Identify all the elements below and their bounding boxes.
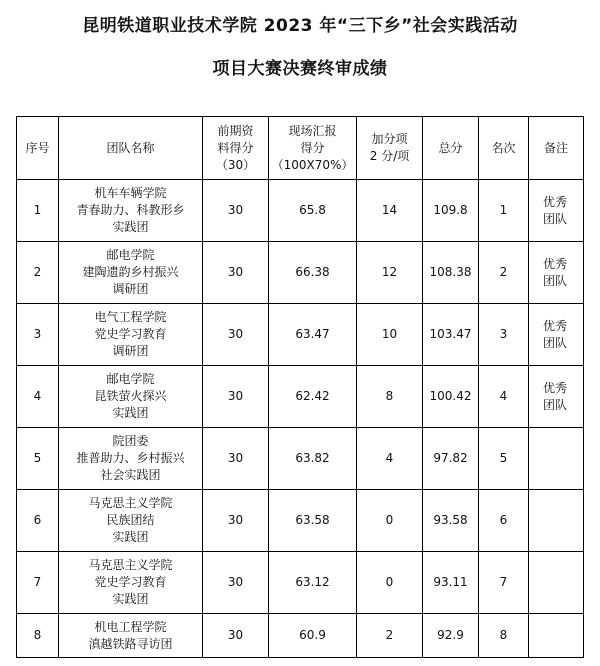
cell-total: 108.38 — [423, 242, 479, 304]
table-row — [17, 614, 584, 658]
cell-pre-score: 30 — [203, 614, 269, 658]
document-title-line-2: 项目大赛决赛终审成绩 — [212, 59, 388, 79]
cell-rank: 8 — [479, 614, 529, 658]
cell-team: 马克思主义学院 党史学习教育 实践团 — [59, 552, 203, 614]
cell-total: 93.11 — [423, 552, 479, 614]
table-row — [17, 490, 584, 552]
table-row — [17, 366, 584, 428]
cell-no: 1 — [17, 180, 59, 242]
cell-pre-score: 30 — [203, 180, 269, 242]
cell-pre-score: 30 — [203, 428, 269, 490]
cell-rank: 3 — [479, 304, 529, 366]
cell-rank: 5 — [479, 428, 529, 490]
cell-no: 4 — [17, 366, 59, 428]
cell-bonus: 0 — [357, 490, 423, 552]
cell-no: 5 — [17, 428, 59, 490]
header-total: 总分 — [423, 117, 479, 180]
cell-rank: 4 — [479, 366, 529, 428]
header-note: 备注 — [529, 117, 584, 180]
cell-onsite-score: 65.8 — [269, 180, 357, 242]
cell-no: 8 — [17, 614, 59, 658]
cell-bonus: 0 — [357, 552, 423, 614]
cell-team: 院团委 推普助力、乡村振兴 社会实践团 — [59, 428, 203, 490]
cell-bonus: 14 — [357, 180, 423, 242]
table-row — [17, 428, 584, 490]
header-pre-score: 前期资 料得分 （30） — [203, 117, 269, 180]
cell-rank: 6 — [479, 490, 529, 552]
cell-total: 93.58 — [423, 490, 479, 552]
cell-bonus: 4 — [357, 428, 423, 490]
cell-rank: 1 — [479, 180, 529, 242]
cell-onsite-score: 62.42 — [269, 366, 357, 428]
document-title-line-1: 昆明铁道职业技术学院 2023 年“三下乡”社会实践活动 — [82, 16, 518, 36]
header-team: 团队名称 — [59, 117, 203, 180]
cell-team: 电气工程学院 党史学习教育 调研团 — [59, 304, 203, 366]
cell-pre-score: 30 — [203, 304, 269, 366]
table-row — [17, 552, 584, 614]
header-onsite-score: 现场汇报 得分 （100X70%） — [269, 117, 357, 180]
cell-onsite-score: 63.58 — [269, 490, 357, 552]
cell-note — [529, 614, 584, 658]
cell-team: 机电工程学院 滇越铁路寻访团 — [59, 614, 203, 658]
table-header-row — [17, 117, 584, 180]
cell-note — [529, 428, 584, 490]
header-bonus: 加分项 2 分/项 — [357, 117, 423, 180]
cell-onsite-score: 63.47 — [269, 304, 357, 366]
cell-total: 109.8 — [423, 180, 479, 242]
cell-no: 3 — [17, 304, 59, 366]
cell-team: 邮电学院 建陶遗韵乡村振兴 调研团 — [59, 242, 203, 304]
cell-note — [529, 552, 584, 614]
cell-total: 92.9 — [423, 614, 479, 658]
cell-onsite-score: 63.12 — [269, 552, 357, 614]
cell-total: 97.82 — [423, 428, 479, 490]
cell-onsite-score: 66.38 — [269, 242, 357, 304]
cell-note — [529, 490, 584, 552]
cell-team: 马克思主义学院 民族团结 实践团 — [59, 490, 203, 552]
cell-total: 103.47 — [423, 304, 479, 366]
results-table — [16, 116, 584, 658]
cell-pre-score: 30 — [203, 366, 269, 428]
cell-note: 优秀 团队 — [529, 242, 584, 304]
cell-bonus: 8 — [357, 366, 423, 428]
cell-no: 6 — [17, 490, 59, 552]
cell-team: 邮电学院 昆铁萤火探兴 实践团 — [59, 366, 203, 428]
table-row — [17, 180, 584, 242]
cell-rank: 2 — [479, 242, 529, 304]
cell-pre-score: 30 — [203, 242, 269, 304]
cell-pre-score: 30 — [203, 490, 269, 552]
cell-total: 100.42 — [423, 366, 479, 428]
cell-note: 优秀 团队 — [529, 180, 584, 242]
cell-no: 2 — [17, 242, 59, 304]
cell-bonus: 2 — [357, 614, 423, 658]
table-row — [17, 242, 584, 304]
header-rank: 名次 — [479, 117, 529, 180]
table-row — [17, 304, 584, 366]
header-no: 序号 — [17, 117, 59, 180]
cell-pre-score: 30 — [203, 552, 269, 614]
cell-team: 机车车辆学院 青春助力、科教形乡 实践团 — [59, 180, 203, 242]
cell-bonus: 12 — [357, 242, 423, 304]
cell-bonus: 10 — [357, 304, 423, 366]
cell-onsite-score: 60.9 — [269, 614, 357, 658]
cell-note: 优秀 团队 — [529, 366, 584, 428]
cell-note: 优秀 团队 — [529, 304, 584, 366]
cell-no: 7 — [17, 552, 59, 614]
cell-onsite-score: 63.82 — [269, 428, 357, 490]
cell-rank: 7 — [479, 552, 529, 614]
